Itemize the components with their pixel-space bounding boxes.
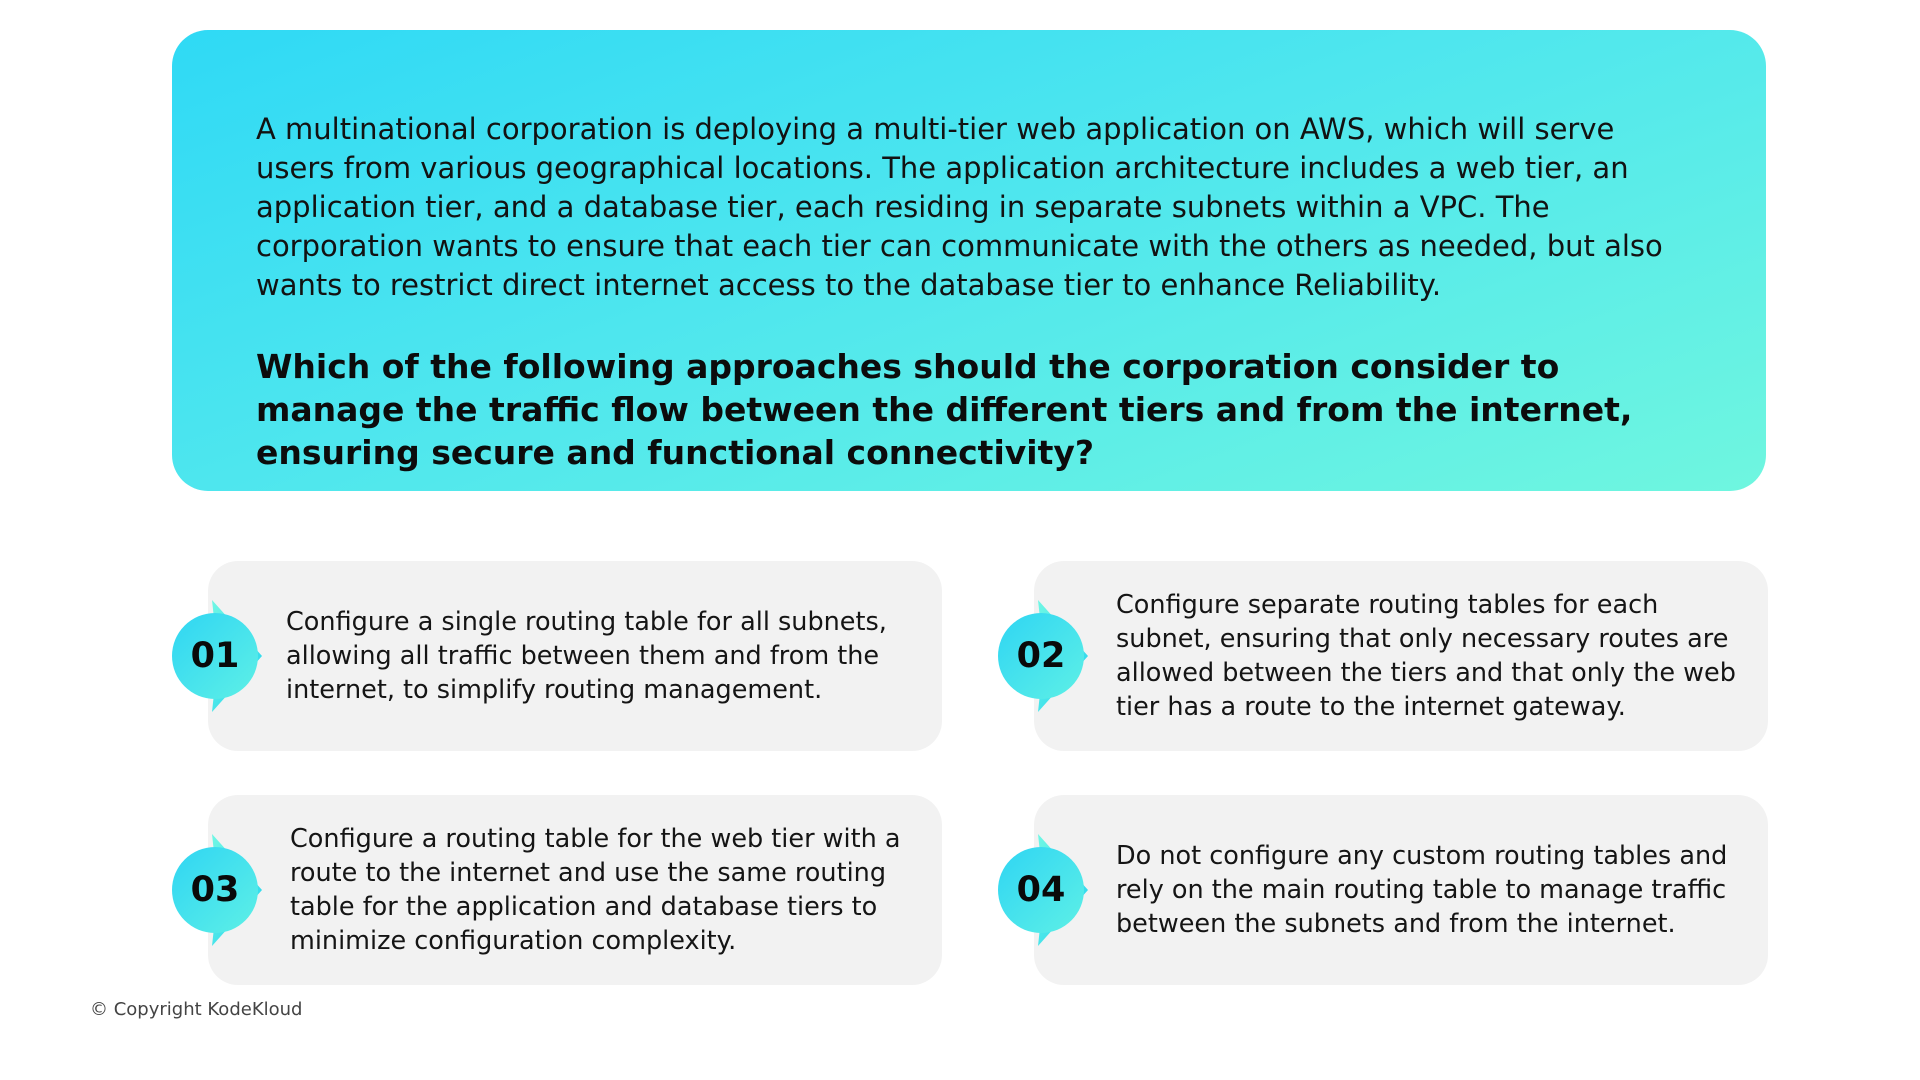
- question-text: Which of the following approaches should the corporation consider to manage the traffic flow between the different tiers and from the internet, ensuring secure and functional connectivity?: [256, 347, 1633, 472]
- option-number-03: 03: [190, 870, 240, 910]
- option-text-01: Configure a single routing table for all subnets, allowing all traffic between them and from the internet, to simplify routing management.: [286, 607, 887, 705]
- option-text-03: Configure a routing table for the web tier with a route to the internet and use the same routing table for the application and database tiers to minimize configuration complexity.: [290, 824, 901, 956]
- option-text-02: Configure separate routing tables for each subnet, ensuring that only necessary routes are allowed between the tiers and that only the web tier has a route to the internet gateway.: [1116, 590, 1736, 722]
- option-badge-03: [172, 834, 268, 946]
- option-text-04: Do not configure any custom routing tables and rely on the main routing table to manage traffic between the subnets and from the internet.: [1116, 841, 1728, 939]
- copyright-text: © Copyright KodeKloud: [90, 999, 303, 1020]
- scenario-text: A multinational corporation is deploying a multi-tier web application on AWS, which will serve users from various geographical locations. The application architecture includes a web tier, an application tier, and a database tier, each residing in separate subnets within a VPC. The corporation wants to ensure that each tier can communicate with the others as needed, but also wants to restrict direct internet access to the database tier to enhance Reliability.: [256, 112, 1663, 302]
- option-badge-02: [998, 600, 1094, 712]
- option-number-04: 04: [1016, 870, 1066, 910]
- option-card-01[interactable]: [208, 561, 942, 751]
- option-number-02: 02: [1016, 636, 1066, 676]
- option-card-04[interactable]: [1034, 795, 1768, 985]
- option-card-03[interactable]: [208, 795, 942, 985]
- question-card: [172, 30, 1766, 491]
- option-number-01: 01: [190, 636, 240, 676]
- option-badge-01: [172, 600, 268, 712]
- option-badge-04: [998, 834, 1094, 946]
- option-card-02[interactable]: [1034, 561, 1768, 751]
